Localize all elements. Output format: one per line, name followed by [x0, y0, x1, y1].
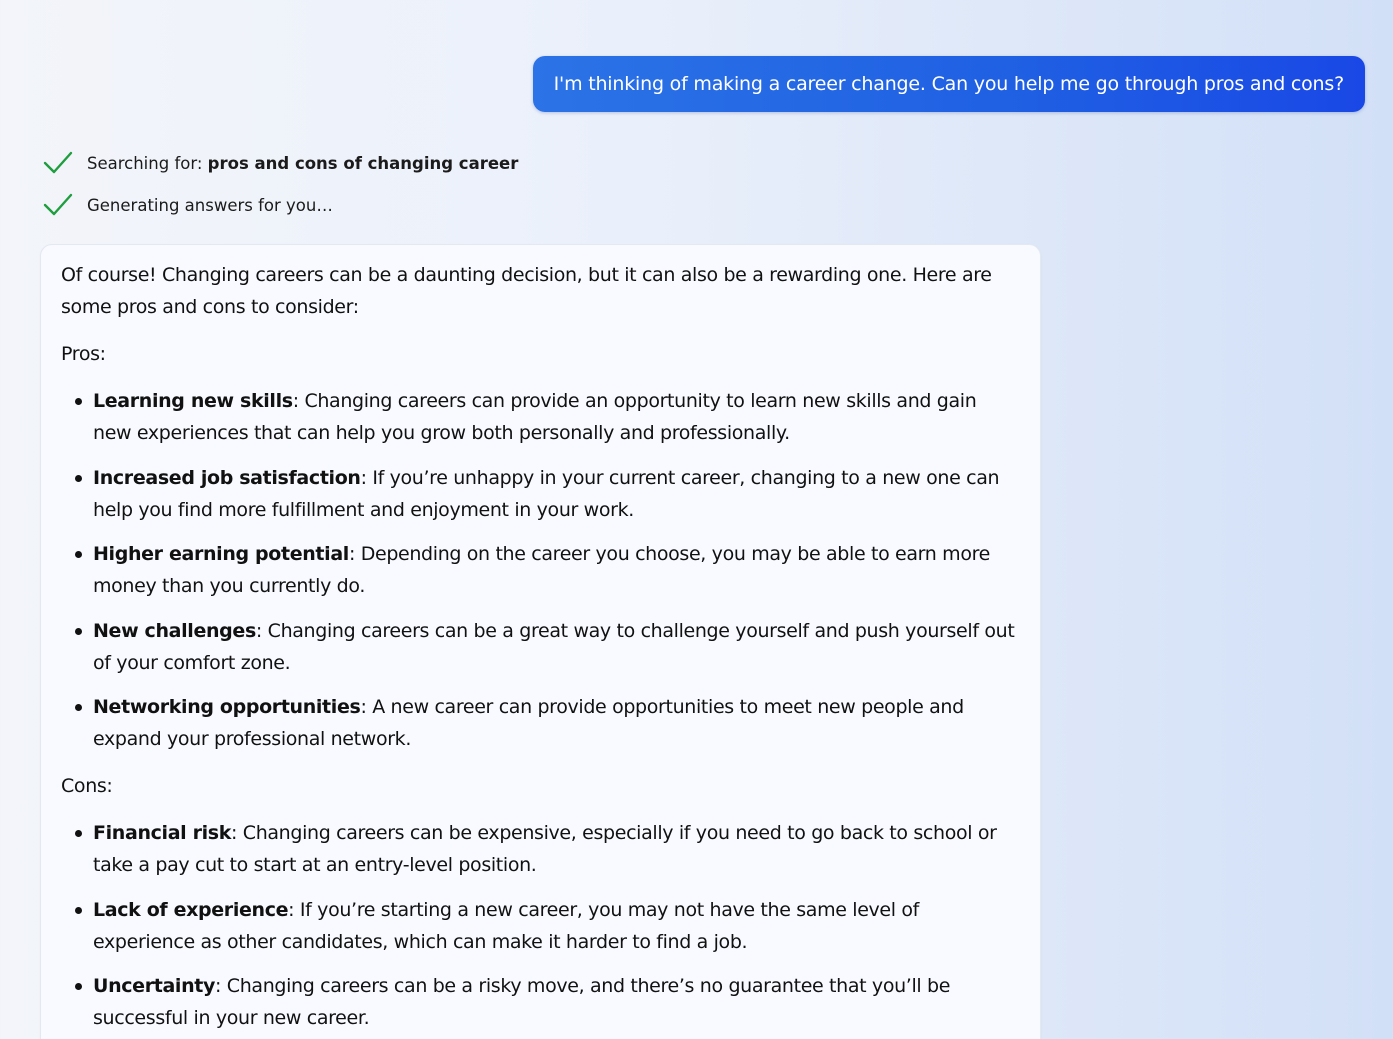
pro-term: New challenges [93, 619, 256, 642]
search-query: pros and cons of changing career [207, 153, 519, 173]
list-item [61, 462, 1020, 526]
pro-text: : Changing careers can provide an opportunity to learn new skills and gain new experiences that can help you grow both personally and professionally. [93, 390, 977, 444]
list-item [61, 538, 1020, 602]
con-term: Uncertainty [93, 975, 216, 997]
user-message-bubble: I'm thinking of making a career change. Can you help me go through pros and cons? [533, 56, 1365, 112]
cons-heading: Cons: [61, 775, 113, 797]
pro-text: : Depending on the career you choose, you may be able to earn more money than you currently do. [93, 543, 990, 597]
pros-list [61, 385, 1020, 755]
progress-steps [43, 150, 518, 234]
pro-text: : Changing careers can be a great way to challenge yourself and push yourself out of your comfort zone. [93, 619, 1015, 674]
pro-term: Networking opportunities [93, 696, 361, 718]
con-term: Financial risk [93, 822, 232, 844]
progress-step-generating [43, 192, 518, 218]
list-item [61, 615, 1020, 679]
pro-term: Increased job satisfaction [93, 466, 361, 489]
generating-label: Generating answers for you… [87, 195, 333, 215]
searching-prefix: Searching for: [87, 153, 208, 173]
list-item [61, 817, 1020, 881]
user-message-row [533, 56, 1365, 112]
searching-label [87, 154, 518, 173]
list-item [61, 894, 1020, 958]
pro-text: : If you’re unhappy in your current career, changing to a new one can help you find more fulfillment and enjoyment in your work. [93, 466, 1000, 521]
cons-list [61, 817, 1020, 1034]
con-text: : Changing careers can be a risky move, and there’s no guarantee that you’ll be successful in your new career. [93, 975, 951, 1029]
list-item [61, 691, 1020, 755]
pro-term: Learning new skills [93, 390, 293, 412]
con-text: : Changing careers can be expensive, especially if you need to go back to school or take a pay cut to start at an entry-level position. [93, 822, 997, 876]
answer-intro: Of course! Changing careers can be a daunting decision, but it can also be a rewarding one. Here are some pros and cons to consider: [61, 264, 992, 318]
checkmark-icon [43, 192, 73, 218]
con-text: : If you’re starting a new career, you may not have the same level of experience as other candidates, which can make it harder to find a job. [93, 898, 920, 953]
assistant-answer-card [40, 244, 1041, 1039]
pro-text: : A new career can provide opportunities to meet new people and expand your professional network. [93, 696, 964, 750]
list-item [61, 385, 1020, 449]
progress-step-searching [43, 150, 518, 176]
pro-term: Higher earning potential [93, 543, 349, 565]
checkmark-icon [43, 150, 73, 176]
con-term: Lack of experience [93, 898, 289, 921]
list-item [61, 970, 1020, 1034]
pros-heading: Pros: [61, 343, 106, 365]
